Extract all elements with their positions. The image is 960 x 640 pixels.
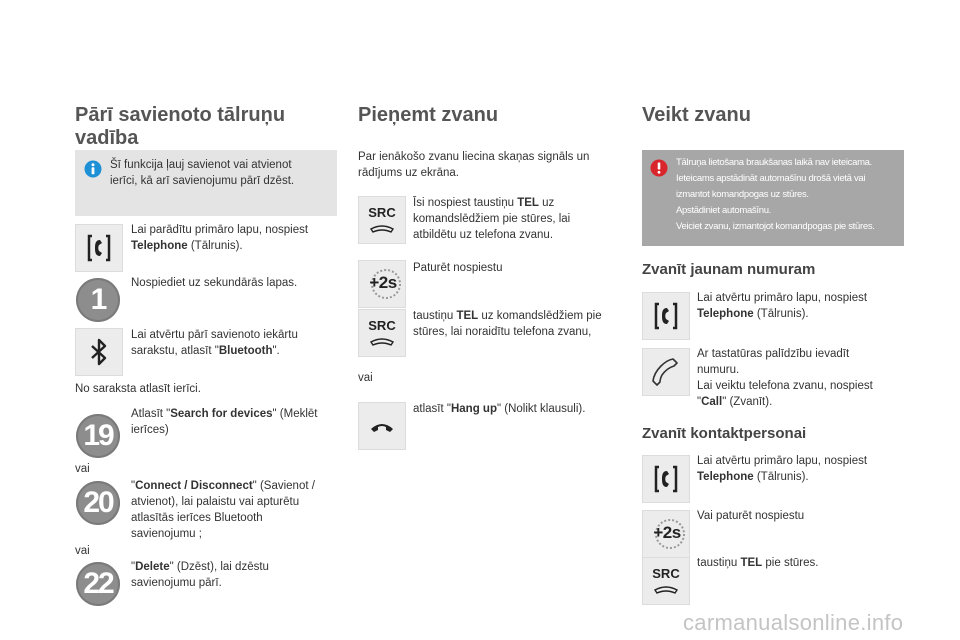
step-text: " [131, 480, 136, 492]
step-text: Lai atvērtu primāro lapu, nospiest [697, 455, 868, 467]
step-bold-text: Bluetooth [218, 345, 273, 357]
info-text-line: ierīci, kā arī savienojumu pārī dzēst. [110, 175, 295, 187]
step-text: komandslēdžiem pie stūres, lai [413, 213, 571, 225]
or-label: vai [358, 372, 373, 384]
step-text: " (Meklēt [272, 408, 318, 420]
telephone-icon [642, 292, 690, 340]
step-text: (Tālrunis). [187, 240, 243, 252]
info-box [75, 150, 337, 216]
step-text: numuru. [697, 364, 740, 376]
step-text: uz [538, 197, 555, 209]
hold-2s-icon [358, 260, 406, 308]
step-text: uz komandslēdžiem pie [478, 310, 602, 322]
bluetooth-icon [75, 328, 123, 376]
step-delete [131, 559, 341, 591]
step-text: " [697, 396, 702, 408]
answer-intro [358, 149, 628, 181]
step-reject-call [413, 308, 628, 340]
step-text: (Tālrunis). [753, 471, 809, 483]
hold-2s-label: +2s [369, 273, 397, 292]
step-bold-text: Delete [135, 561, 170, 573]
warning-line: Apstādiniet automašīnu. [676, 205, 772, 216]
step-text: Lai atvērtu pārī savienoto iekārtu [131, 329, 298, 341]
step-bold-text: TEL [517, 197, 539, 209]
step-text: Lai atvērtu primāro lapu, nospiest [697, 292, 868, 304]
subtitle-call-contact: Zvanīt kontaktpersonai [642, 425, 807, 442]
warning-line: Ieteicams apstādināt automašīnu drošā vietā vai [676, 173, 866, 184]
hold-2s-label: +2s [653, 523, 681, 542]
step-text: atlasīt " [413, 403, 451, 415]
src-label: SRC [368, 205, 396, 220]
step-number-badge: 20 [76, 481, 120, 525]
step-text: sarakstu, atlasīt " [131, 345, 219, 357]
step-text: ". [272, 345, 280, 357]
step-dial-number [697, 346, 907, 410]
step-hang-up [413, 401, 585, 417]
src-label: SRC [368, 318, 396, 333]
step-text: stūres, lai noraidītu telefona zvanu, [413, 326, 592, 338]
step-bold-text: Telephone [131, 240, 188, 252]
step-text: Atlasīt " [131, 408, 171, 420]
step-bold-text: Search for devices [170, 408, 273, 420]
info-icon [84, 160, 102, 178]
step-text: Ar tastatūras palīdzību ievadīt [697, 348, 850, 360]
warning-text [676, 155, 902, 235]
step-hold: Vai paturēt nospiestu [697, 510, 805, 522]
step-search-devices [131, 406, 341, 438]
step-text: " (Zvanīt). [722, 396, 773, 408]
step-bold-text: Telephone [697, 471, 754, 483]
warning-line: Tālruņa lietošana braukšanas laikā nav ieteicama. [676, 157, 873, 168]
step-bold-text: TEL [740, 557, 763, 569]
section-title-answer-call: Pieņemt zvanu [358, 104, 499, 126]
warning-box [642, 150, 904, 246]
telephone-icon [75, 224, 123, 272]
step-text: " (Nolikt klausuli). [496, 403, 586, 415]
step-text: ierīces) [131, 424, 169, 436]
step-bold-text: Call [701, 396, 723, 408]
step-text: taustiņu [413, 310, 457, 322]
title-line-2: vadība [75, 127, 139, 149]
info-text [110, 157, 332, 189]
step-hold: Paturēt nospiestu [413, 262, 503, 274]
step-open-telephone [697, 453, 907, 485]
step-text: " (Savienot / [252, 480, 315, 492]
hang-up-icon [358, 402, 406, 450]
step-text: atvienot), lai palaistu vai apturētu [131, 496, 300, 508]
step-bluetooth [131, 327, 341, 359]
or-label: vai [75, 545, 90, 557]
step-bold-text: Hang up [450, 403, 497, 415]
section-title-paired-phones [75, 104, 285, 150]
step-secondary-page: Nospiediet uz sekundārās lapas. [131, 277, 298, 289]
intro-text: rādījums uz ekrāna. [358, 167, 459, 179]
step-text: savienojumu pārī. [131, 577, 222, 589]
step-number-badge: 22 [76, 562, 120, 606]
step-number-badge: 1 [76, 278, 120, 322]
step-open-telephone [131, 222, 341, 254]
or-label: vai [75, 463, 90, 475]
step-bold-text: Connect / Disconnect [135, 480, 253, 492]
warning-line: Veiciet zvanu, izmantojot komandpogas pie stūres. [676, 221, 875, 232]
step-bold-text: Telephone [697, 308, 754, 320]
step-text: pie stūres. [762, 557, 819, 569]
info-text-line: Šī funkcija ļauj savienot vai atvienot [110, 159, 292, 171]
warning-icon [650, 159, 668, 177]
step-text: (Tālrunis). [753, 308, 809, 320]
step-text: taustiņu [697, 557, 741, 569]
src-label: SRC [652, 566, 680, 581]
call-icon [642, 348, 690, 396]
step-text: Īsi nospiest taustiņu [413, 197, 518, 209]
step-connect-disconnect [131, 478, 346, 542]
hold-2s-icon [642, 510, 690, 558]
telephone-icon [642, 455, 690, 503]
src-button-icon [358, 196, 406, 244]
title-line-1: Pārī savienoto tālruņu [75, 104, 286, 126]
intro-text: Par ienākošo zvanu liecina skaņas signāls un [358, 151, 590, 163]
step-open-telephone [697, 290, 907, 322]
step-text: Lai parādītu primāro lapu, nospiest [131, 224, 309, 236]
step-text: " (Dzēst), lai dzēstu [169, 561, 269, 573]
step-tel-button [697, 555, 818, 571]
section-title-make-call: Veikt zvanu [642, 104, 751, 126]
subtitle-new-number: Zvanīt jaunam numuram [642, 261, 816, 278]
warning-line: izmantot komandpogas uz stūres. [676, 189, 809, 200]
step-number-badge: 19 [76, 414, 120, 458]
step-bold-text: TEL [456, 310, 479, 322]
step-text: Lai veiktu telefona zvanu, nospiest [697, 380, 873, 392]
src-button-icon [642, 557, 690, 605]
src-button-icon [358, 309, 406, 357]
step-short-press-tel [413, 195, 628, 243]
step-text: savienojumu ; [131, 528, 202, 540]
step-text: atbildētu uz telefona zvanu. [413, 229, 554, 241]
step-text: " [131, 561, 136, 573]
step-select-device: No saraksta atlasīt ierīci. [75, 383, 201, 395]
watermark: carmanualsonline.info [683, 610, 904, 635]
step-text: atlasītās ierīces Bluetooth [131, 512, 263, 524]
